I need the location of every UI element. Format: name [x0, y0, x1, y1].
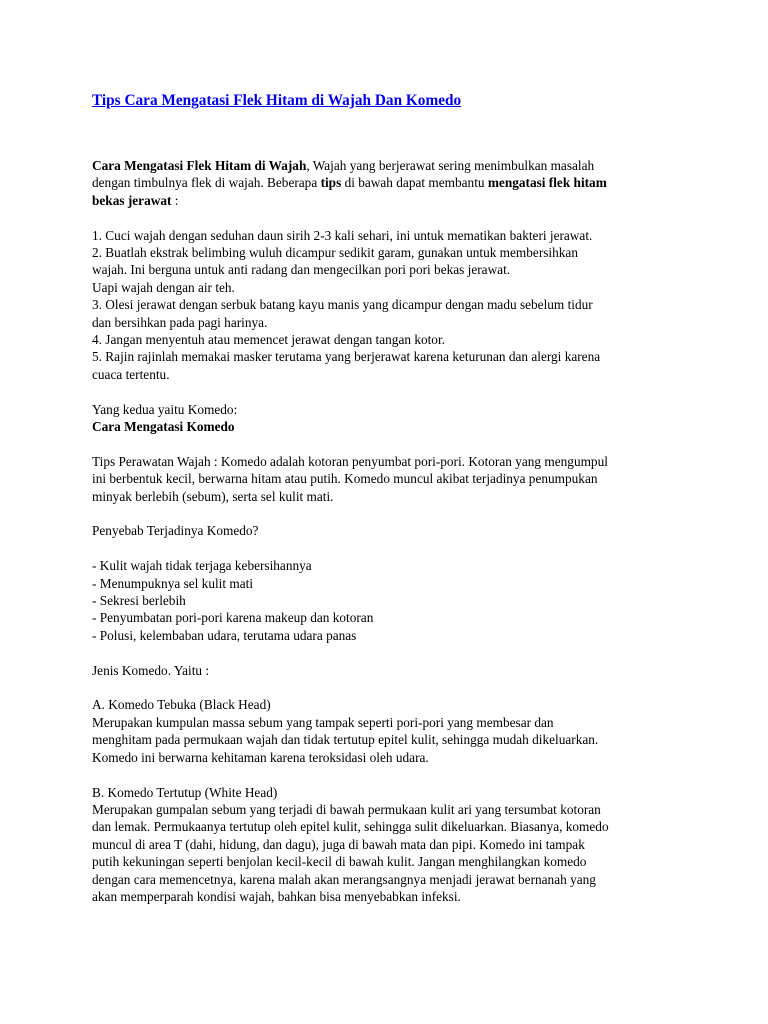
komedo-desc-line: Tips Perawatan Wajah : Komedo adalah kotoran penyumbat pori-pori. Kotoran yang mengumpul: [92, 453, 608, 469]
types-heading: Jenis Komedo. Yaitu :: [92, 662, 210, 678]
tips-list: [92, 227, 692, 384]
intro-bold-phrase: bekas jerawat: [92, 192, 172, 208]
cause-item: - Menumpuknya sel kulit mati: [92, 575, 254, 591]
komedo-description: [92, 453, 692, 505]
intro-text: dengan timbulnya flek di wajah. Beberapa: [92, 175, 321, 191]
cause-item: - Kulit wajah tidak terjaga kebersihannya: [92, 558, 312, 574]
intro-bold-phrase: mengatasi flek hitam: [487, 175, 607, 191]
article-title-link[interactable]: Tips Cara Mengatasi Flek Hitam di Wajah Dan Komedo: [92, 92, 462, 109]
intro-line: [92, 192, 692, 209]
type-a-line: Merupakan kumpulan massa sebum yang tampak seperti pori-pori yang membesar dan: [92, 714, 554, 730]
type-a-section: [92, 696, 692, 766]
tip-line: 5. Rajin rajinlah memakai masker terutama yang berjerawat karena keturunan dan alergi karena: [92, 349, 601, 365]
tip-line: wajah. Ini berguna untuk anti radang dan mengecilkan pori pori bekas jerawat.: [92, 262, 511, 278]
intro-text: , Wajah yang berjerawat sering menimbulkan masalah: [306, 158, 595, 173]
type-a-heading: A. Komedo Tebuka (Black Head): [92, 697, 271, 713]
type-b-line: dengan cara memencetnya, karena malah akan merangsangnya menjadi jerawat bernanah yang: [92, 871, 596, 887]
article-body: [92, 157, 692, 905]
komedo-heading: [92, 418, 692, 435]
type-b-heading: B. Komedo Tertutup (White Head): [92, 784, 278, 800]
type-a-line: Komedo ini berwarna kehitaman karena teroksidasi oleh udara.: [92, 749, 429, 765]
type-b-line: Merupakan gumpalan sebum yang terjadi di bawah permukaan kulit ari yang tersumbat kotoran: [92, 801, 601, 817]
intro-bold-tips: tips: [320, 175, 342, 191]
type-b-line: akan memperparah kondisi wajah, bahkan bisa menyebabkan infeksi.: [92, 888, 461, 904]
type-b-line: putih kekuningan seperti benjolan kecil-kecil di bawah kulit. Jangan menghilangkan komedo: [92, 854, 587, 870]
intro-text: :: [171, 192, 179, 208]
tip-line: 2. Buatlah ekstrak belimbing wuluh dicampur sedikit garam, gunakan untuk membersihkan: [92, 245, 578, 261]
type-a-line: menghitam pada permukaan wajah dan tidak tertutup epitel kulit, sehingga mudah dikeluarkan.: [92, 732, 599, 748]
cause-item: - Penyumbatan pori-pori karena makeup dan kotoran: [92, 610, 374, 626]
tip-line: Uapi wajah dengan air teh.: [92, 279, 235, 295]
type-b-section: [92, 784, 692, 906]
tip-line: cuaca tertentu.: [92, 366, 170, 382]
tip-line: dan bersihkan pada pagi harinya.: [92, 314, 268, 330]
intro-text: di bawah dapat membantu: [341, 175, 488, 191]
komedo-desc-line: ini berbentuk kecil, berwarna hitam atau putih. Komedo muncul akibat terjadinya penumpukan: [92, 471, 598, 487]
cause-item: - Polusi, kelembaban udara, terutama udara panas: [92, 627, 357, 643]
causes-list: [92, 557, 692, 644]
second-intro: Yang kedua yaitu Komedo:: [92, 401, 238, 417]
intro-paragraph: [92, 157, 692, 209]
tip-line: 4. Jangan menyentuh atau memencet jerawat dengan tangan kotor.: [92, 332, 445, 348]
intro-line: [92, 174, 692, 191]
type-b-line: muncul di area T (dahi, hidung, dan dagu), juga di bawah mata dan pipi. Komedo ini tampak: [92, 836, 585, 852]
cause-heading: Penyebab Terjadinya Komedo?: [92, 523, 259, 539]
tip-line: 3. Olesi jerawat dengan serbuk batang kayu manis yang dicampur dengan madu sebelum tidur: [92, 297, 593, 313]
intro-lead-bold: Cara Mengatasi Flek Hitam di Wajah: [92, 158, 307, 173]
komedo-desc-line: minyak berlebih (sebum), serta sel kulit mati.: [92, 488, 334, 504]
komedo-heading-text: Cara Mengatasi Komedo: [92, 419, 235, 435]
intro-line: [92, 157, 692, 174]
cause-item: - Sekresi berlebih: [92, 593, 186, 609]
type-b-line: dan lemak. Permukaanya tertutup oleh epitel kulit, sehingga sulit dikeluarkan. Biasanya, komedo: [92, 819, 609, 835]
tip-line: 1. Cuci wajah dengan seduhan daun sirih 2-3 kali sehari, ini untuk mematikan bakteri jerawat.: [92, 227, 593, 243]
